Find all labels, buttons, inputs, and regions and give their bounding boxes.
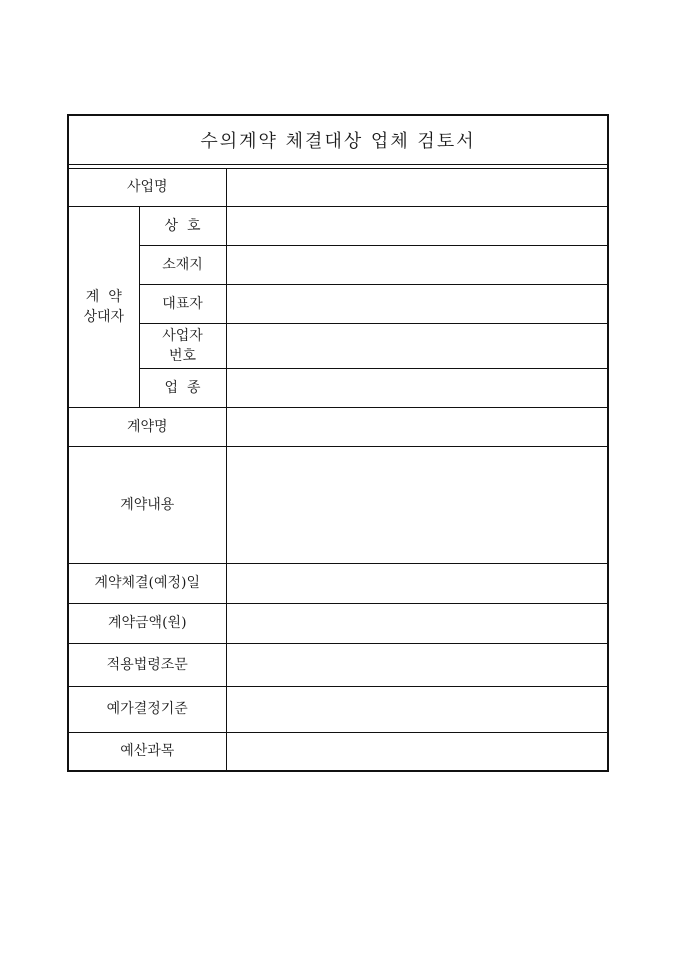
value-applicable-law[interactable] xyxy=(226,643,607,686)
value-business-type[interactable] xyxy=(226,368,607,407)
value-business-number[interactable] xyxy=(226,323,607,368)
label-trade-name: 상 호 xyxy=(139,206,226,245)
row-price-basis xyxy=(69,686,607,732)
value-trade-name[interactable] xyxy=(226,206,607,245)
value-contract-name[interactable] xyxy=(226,407,607,446)
label-business-number-line1: 사업자 xyxy=(162,327,203,344)
value-budget-item[interactable] xyxy=(226,732,607,770)
title-rule-upper xyxy=(69,164,607,165)
row-applicable-law xyxy=(69,643,607,686)
value-contract-content[interactable] xyxy=(226,446,607,563)
row-budget-item xyxy=(69,732,607,770)
value-address[interactable] xyxy=(226,245,607,284)
label-contract-amount: 계약금액(원) xyxy=(69,603,226,643)
label-applicable-law: 적용법령조문 xyxy=(69,643,226,686)
label-business-number-line2: 번호 xyxy=(168,347,197,364)
form-title: 수의계약 체결대상 업체 검토서 xyxy=(200,131,476,152)
row-contract-amount xyxy=(69,603,607,643)
review-form xyxy=(67,114,609,772)
label-budget-item: 예산과목 xyxy=(69,732,226,770)
label-representative: 대표자 xyxy=(139,284,226,323)
value-contract-date[interactable] xyxy=(226,563,607,603)
label-business-number xyxy=(139,323,226,368)
label-contract-party xyxy=(69,206,139,407)
value-project-name[interactable] xyxy=(226,169,607,206)
label-contract-content: 계약내용 xyxy=(69,446,226,563)
value-representative[interactable] xyxy=(226,284,607,323)
label-contract-date: 계약체결(예정)일 xyxy=(69,563,226,603)
label-business-type: 업 종 xyxy=(139,368,226,407)
row-business-type xyxy=(69,368,607,407)
value-price-basis[interactable] xyxy=(226,686,607,732)
row-trade-name xyxy=(69,206,607,245)
value-contract-amount[interactable] xyxy=(226,603,607,643)
row-contract-content xyxy=(69,446,607,563)
label-price-basis: 예가결정기준 xyxy=(69,686,226,732)
label-contract-party-line1: 계 약 xyxy=(85,288,122,305)
label-project-name: 사업명 xyxy=(69,169,226,206)
row-representative xyxy=(69,284,607,323)
row-project-name xyxy=(69,169,607,206)
row-contract-name xyxy=(69,407,607,446)
row-contract-date xyxy=(69,563,607,603)
label-contract-party-line2: 상대자 xyxy=(83,308,125,325)
row-address xyxy=(69,245,607,284)
form-table xyxy=(69,169,607,770)
label-contract-name: 계약명 xyxy=(69,407,226,446)
row-business-number xyxy=(69,323,607,368)
label-address: 소재지 xyxy=(139,245,226,284)
